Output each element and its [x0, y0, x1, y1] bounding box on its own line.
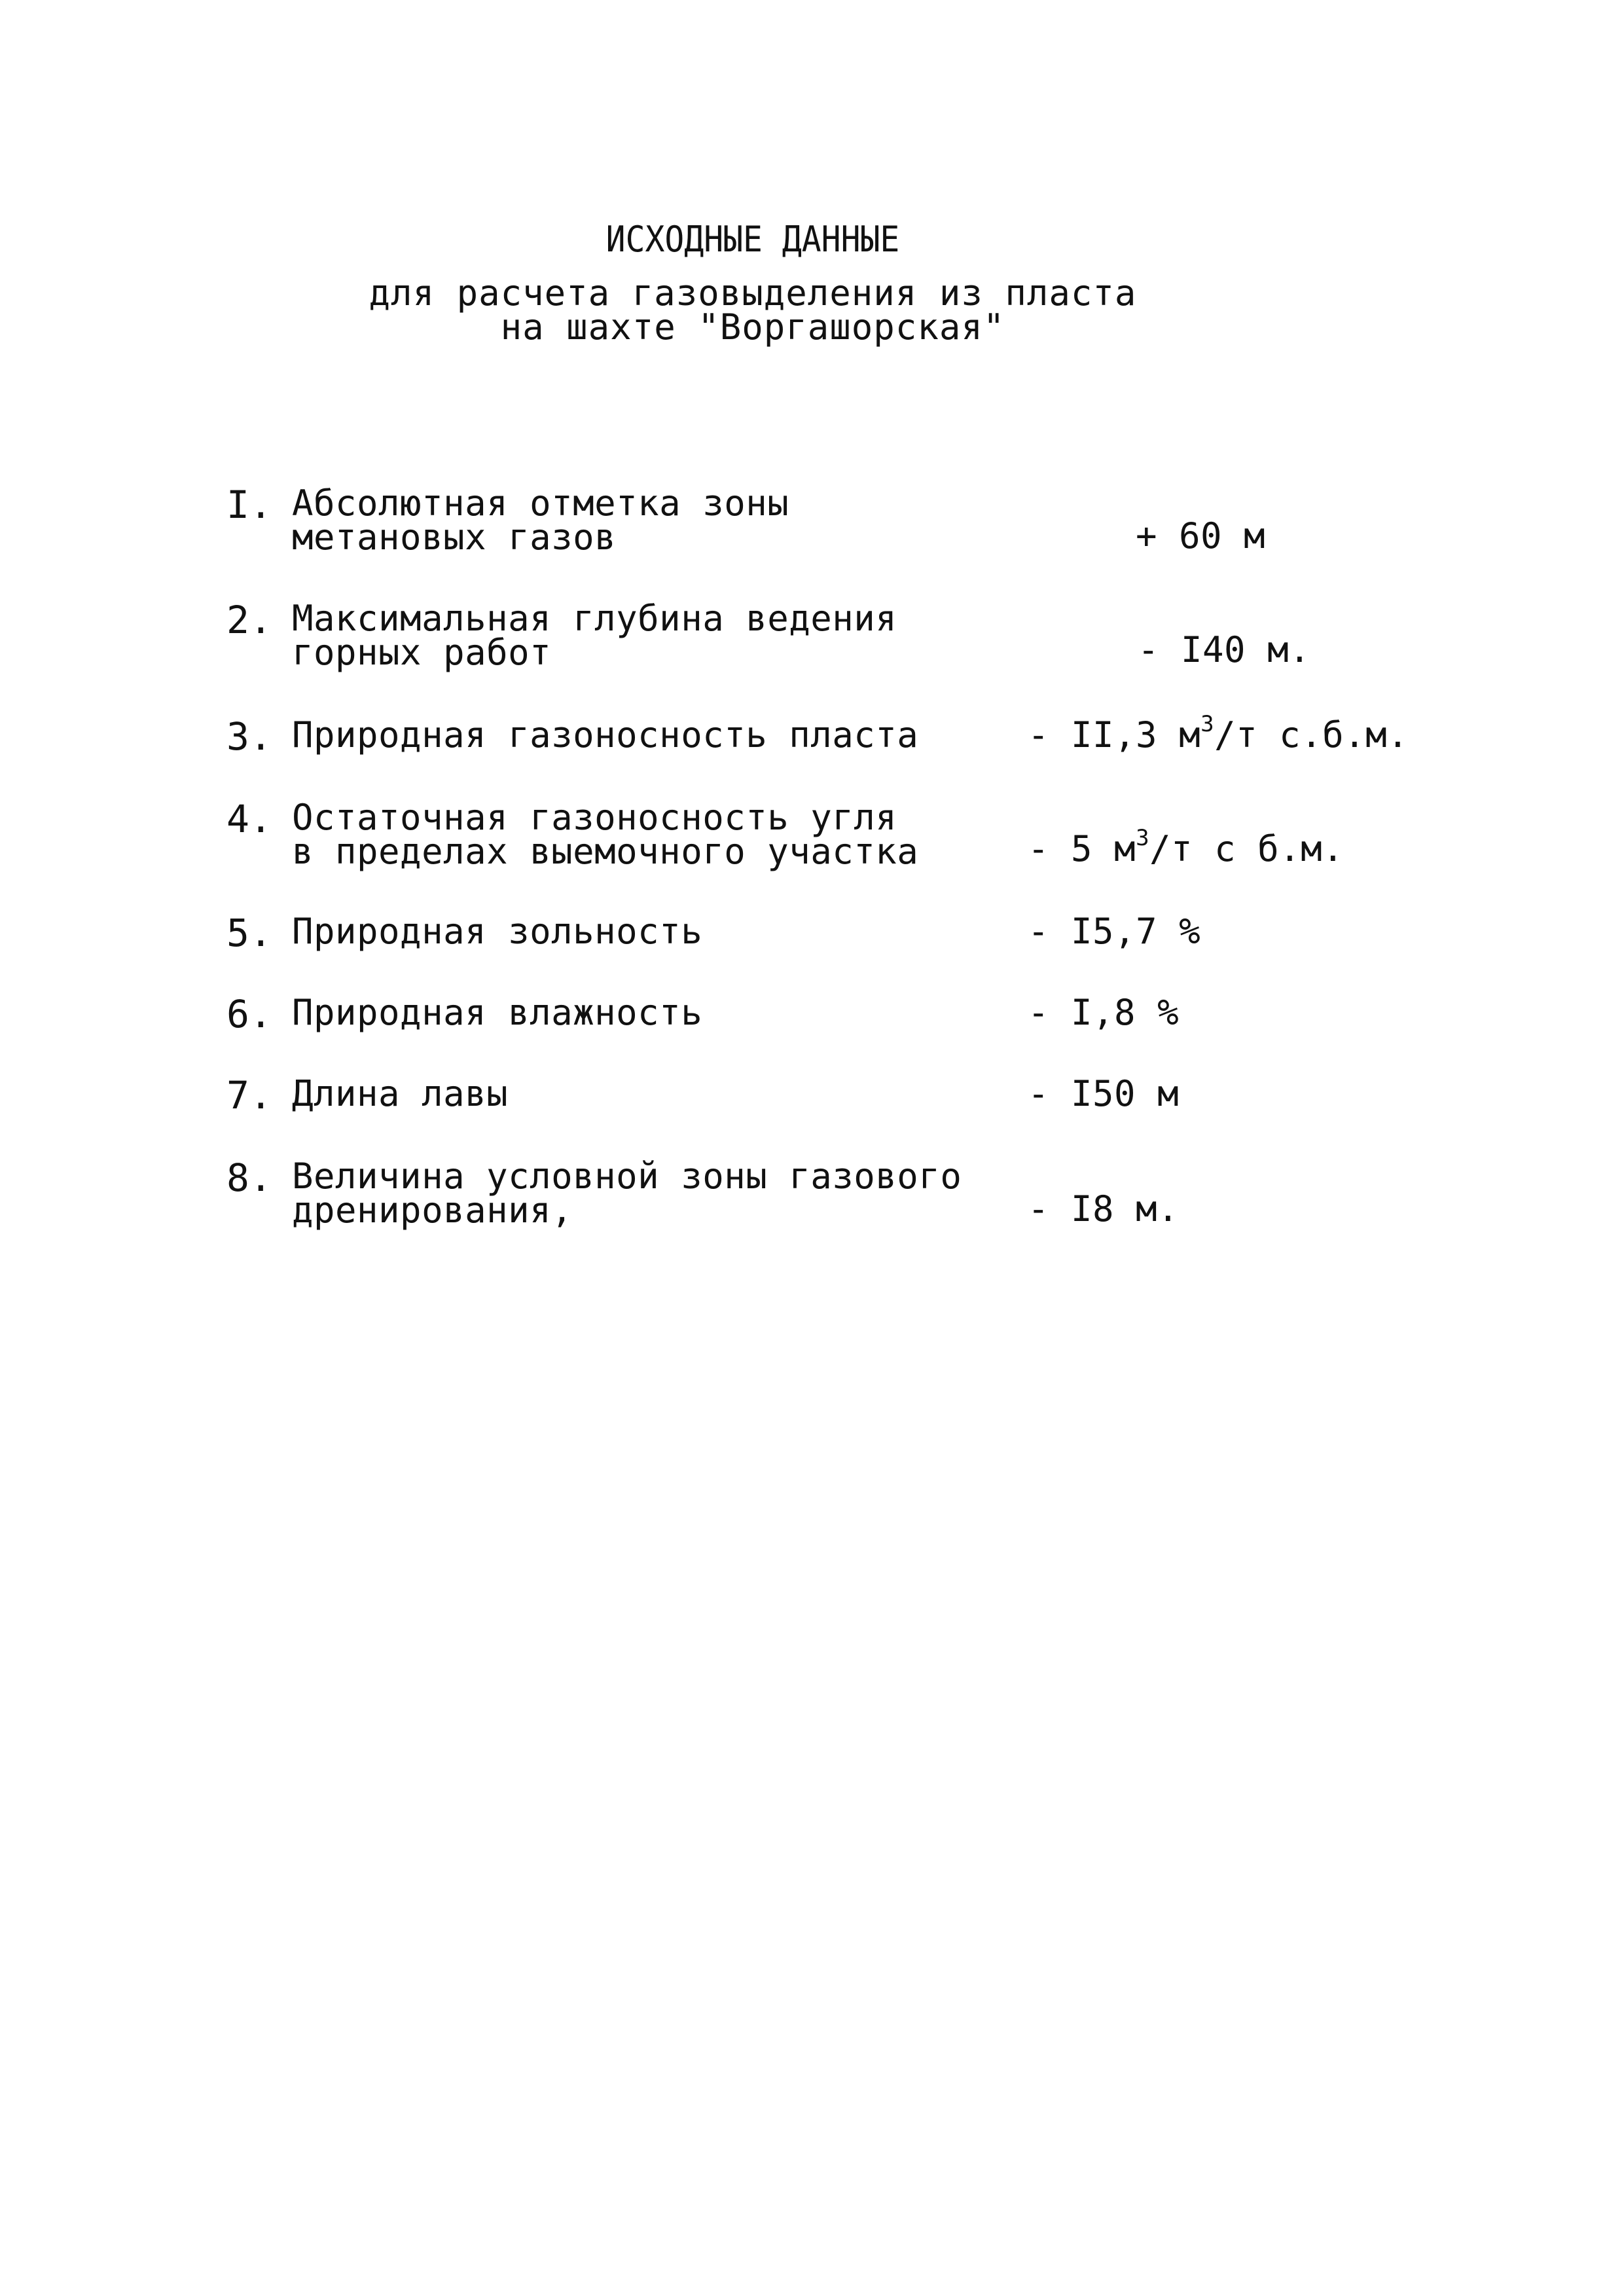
- item-number: 7.: [226, 1073, 272, 1118]
- item-label-line-2: в пределах выемочного участка: [292, 831, 919, 872]
- item-value: [1028, 825, 1344, 869]
- subtitle-line-2: на шахте "Воргашорская": [500, 306, 1005, 348]
- item-value: - I50 м: [1028, 1073, 1180, 1114]
- item-value: - I40 м.: [1138, 629, 1311, 670]
- value-superscript: 3: [1136, 825, 1150, 851]
- item-number: 8.: [226, 1156, 272, 1200]
- item-value: - I,8 %: [1028, 992, 1180, 1033]
- item-label-line-1: Величина условной зоны газового: [292, 1156, 962, 1197]
- value-superscript: 3: [1200, 711, 1215, 737]
- item-value: + 60 м: [1136, 515, 1266, 556]
- value-text: - II,3 м: [1028, 714, 1201, 756]
- item-label-line-1: Остаточная газоносность угля: [292, 797, 897, 838]
- item-number: 3.: [226, 714, 272, 759]
- item-number: I.: [226, 483, 272, 527]
- value-unit: /т с.б.м.: [1214, 714, 1409, 756]
- item-value: - I8 м.: [1028, 1188, 1180, 1230]
- item-label-line-2: дренирования,: [292, 1190, 573, 1231]
- item-label-line-1: Природная газоносность пласта: [292, 714, 919, 756]
- item-label-line-1: Природная влажность: [292, 992, 703, 1033]
- subtitle-line-1: для расчета газовыделения из пласта: [369, 272, 1137, 314]
- value-text: - 5 м: [1028, 828, 1136, 869]
- item-label-line-2: горных работ: [292, 632, 552, 673]
- value-unit: /т с б.м.: [1149, 828, 1344, 869]
- item-value: [1028, 711, 1409, 756]
- item-label-line-1: Абсолютная отметка зоны: [292, 483, 789, 524]
- item-label-line-2: метановых газов: [292, 517, 617, 558]
- item-label-line-1: Максимальная глубина ведения: [292, 598, 897, 639]
- page-title: ИСХОДНЫЕ ДАННЫЕ: [605, 219, 900, 260]
- item-value: - I5,7 %: [1028, 911, 1201, 952]
- item-label-line-1: Природная зольность: [292, 911, 703, 952]
- item-number: 6.: [226, 992, 272, 1036]
- item-label-line-1: Длина лавы: [292, 1073, 509, 1114]
- item-number: 2.: [226, 598, 272, 642]
- item-number: 4.: [226, 797, 272, 841]
- item-number: 5.: [226, 911, 272, 955]
